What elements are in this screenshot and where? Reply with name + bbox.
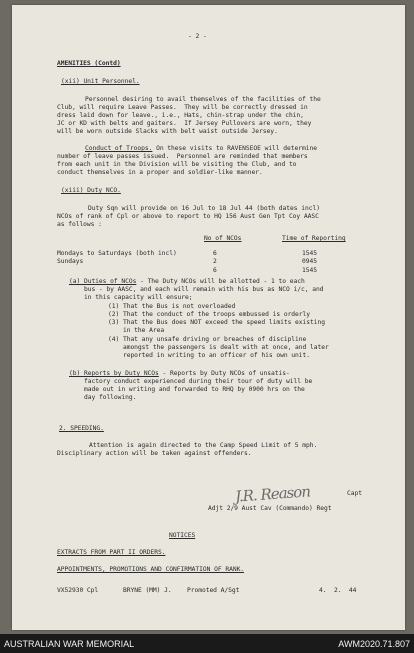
paragraph-line: will be worn outside Slacks with belt waist outside Jersey. bbox=[57, 128, 278, 135]
paragraph-line: factory conduct experienced during their tour of duty will be bbox=[84, 378, 313, 385]
paragraph-line: day following. bbox=[84, 394, 137, 401]
notices-title: NOTICES bbox=[169, 532, 196, 539]
section-heading: AMENITIES (Contd) bbox=[57, 60, 121, 67]
list-item: (3) That the Bus does NOT exceed the speed limits existing bbox=[108, 319, 325, 326]
paragraph-line: Personnel desiring to avail themselves of the facilities of the bbox=[85, 96, 321, 103]
entry-name: BRYNE (MM) J. bbox=[123, 587, 172, 594]
list-item: (2) That the conduct of the troops embussed is orderly bbox=[108, 311, 311, 318]
signature-rank: Capt bbox=[347, 490, 362, 497]
paragraph-line: from each unit in the Division will be visiting the Club, and to bbox=[57, 161, 297, 168]
paragraph-line: conduct themselves in a proper and soldier-like manner. bbox=[57, 169, 263, 176]
table-row-label: Mondays to Saturdays (both incl) bbox=[57, 250, 177, 257]
list-item: (1) That the Bus is not overloaded bbox=[108, 303, 236, 310]
table-cell-nco: 6 bbox=[213, 267, 217, 274]
paragraph-line: dress laid down for leave., i.e., Hats, chin-strap under the chin, bbox=[57, 112, 304, 119]
table-cell-nco: 6 bbox=[213, 250, 217, 257]
column-header-nco: No of NCOs bbox=[204, 235, 242, 242]
paragraph-text: On these visits to RAVENSEOE will determine bbox=[152, 145, 317, 152]
list-item: in the Area bbox=[108, 327, 165, 334]
page-number: - 2 - bbox=[188, 33, 207, 40]
extracts-heading: EXTRACTS FROM PART II ORDERS. bbox=[57, 549, 166, 556]
paragraph-text: - The Duty NCOs will be allotted - 1 to each bbox=[136, 278, 305, 285]
entry-date: 4. 2. 44 bbox=[319, 587, 357, 594]
table-cell-time: 1545 bbox=[302, 250, 317, 257]
paragraph-text: - Reports by Duty NCOs of unsatis- bbox=[158, 370, 290, 377]
list-item: reported in writing to an officer of his own unit. bbox=[108, 352, 311, 359]
paragraph-line: in this capacity will ensure; bbox=[84, 294, 193, 301]
list-item: amongst the passengers is dealt with at once, and later bbox=[108, 344, 329, 351]
paragraph-line: as follows : bbox=[57, 221, 102, 228]
paragraph-line: Duty Sqn will provide on 16 Jul to 18 Jul 44 (both dates incl) bbox=[88, 205, 320, 212]
table-cell-time: 0945 bbox=[302, 258, 317, 265]
paragraph-line: JC or KD with belts and gaiters. If Jersey Pullovers are worn, they bbox=[57, 120, 312, 127]
reports-heading: (b) Reports by Duty NCOs bbox=[69, 370, 159, 377]
subsection-title-xiii: (xiii) Duty NCO. bbox=[61, 187, 121, 194]
document-page bbox=[12, 5, 405, 630]
signature-title: Adjt 2/9 Aust Cav (Commando) Regt bbox=[208, 505, 332, 512]
section-title-speeding: 2. SPEEDING. bbox=[59, 425, 104, 432]
column-header-time: Time of Reporting bbox=[282, 235, 346, 242]
paragraph-line: Club, will require Leave Passes. They will be correctly dressed in bbox=[57, 104, 308, 111]
entry-number: VX52930 Cpl bbox=[57, 587, 99, 594]
paragraph-line: Attention is again directed to the Camp Speed Limit of 5 mph. bbox=[89, 442, 318, 449]
paragraph-line: NCOs of rank of Cpl or above to report to HQ 156 Aust Gen Tpt Coy AASC bbox=[57, 213, 319, 220]
table-row-label: Sundays bbox=[57, 258, 84, 265]
duties-of-ncos-heading: (a) Duties of NCOs bbox=[69, 278, 137, 285]
paragraph-line: bus - by AASC, and each will remain with his bus as NCO i/c, and bbox=[84, 286, 324, 293]
conduct-of-troops-heading: Conduct of Troops. bbox=[85, 145, 153, 152]
list-item: (4) That any unsafe driving or breaches of discipline bbox=[108, 336, 307, 343]
footer-accession-number: AWM2020.71.807 bbox=[338, 639, 410, 649]
paragraph-line: made out in writing and forwarded to RHQ by 0900 hrs on the bbox=[84, 386, 305, 393]
archive-footer bbox=[0, 634, 414, 653]
paragraph-line: number of leave passes issued. Personnel are reminded that members bbox=[57, 153, 308, 160]
table-cell-nco: 2 bbox=[213, 258, 217, 265]
footer-institution: AUSTRALIAN WAR MEMORIAL bbox=[4, 639, 135, 649]
handwritten-signature: J.R. Reason bbox=[234, 482, 311, 506]
paragraph-line: Disciplinary action will be taken against offenders. bbox=[57, 450, 252, 457]
table-cell-time: 1545 bbox=[302, 267, 317, 274]
subsection-title-xii: (xii) Unit Personnel. bbox=[61, 78, 140, 85]
appointments-heading: APPOINTMENTS, PROMOTIONS AND CONFIRMATION OF RANK. bbox=[57, 566, 245, 573]
entry-action: Promoted A/Sgt bbox=[187, 587, 240, 594]
